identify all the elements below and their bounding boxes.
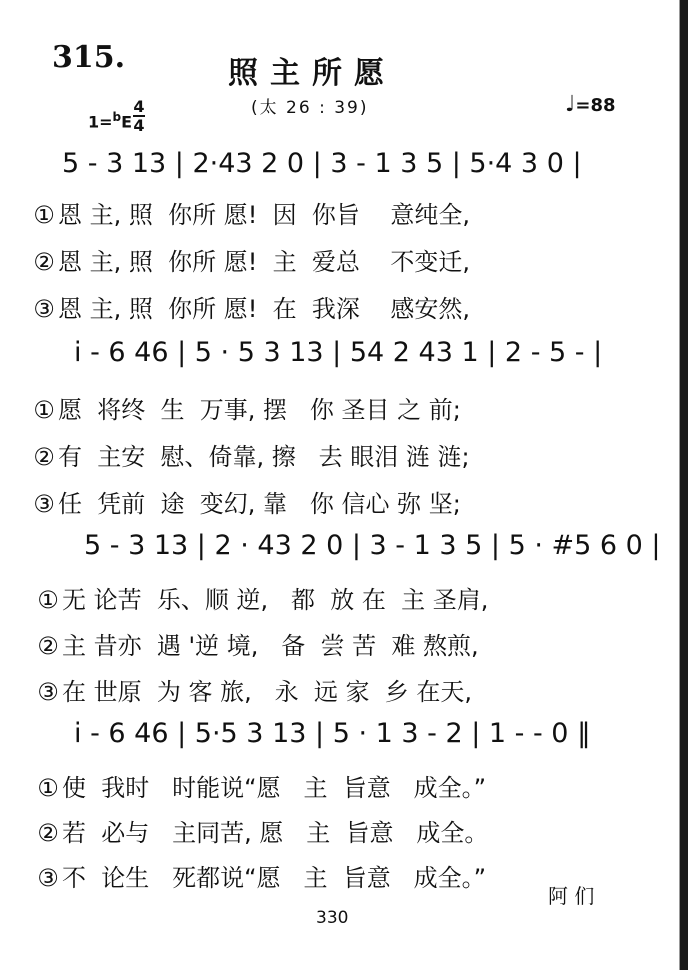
lyric-line: ② 恩 主, 照 你所 愿! 主 爱总 不变迁, — [33, 248, 471, 276]
tempo-marking: ♩=88 — [565, 92, 616, 117]
lyric-line: ① 恩 主, 照 你所 愿! 因 你旨 意纯全, — [33, 201, 471, 229]
notation-line-1: 5 - 3 13 | 2·43 2 0 | 3 - 1 3 5 | 5·4 3 0 | — [62, 148, 582, 179]
hymn-number: 315. — [52, 40, 126, 75]
hymn-title: 照主所愿 — [228, 56, 396, 91]
notation-line-3: 5 - 3 13 | 2 · 43 2 0 | 3 - 1 3 5 | 5 · #5 6 0 | — [84, 530, 661, 561]
lyric-line: ① 无 论苦 乐、顺 逆, 都 放 在 主 圣肩, — [37, 586, 489, 614]
scan-edge — [680, 0, 688, 970]
lyric-line: ② 主 昔亦 遇 '逆 境, 备 尝 苦 难 熬煎, — [37, 632, 479, 660]
lyric-line: ③ 恩 主, 照 你所 愿! 在 我深 感安然, — [33, 295, 471, 323]
scan-edge-line — [679, 0, 680, 970]
notation-line-2: i - 6 46 | 5 · 5 3 13 | 54 2 43 1 | 2 - 5 - | — [74, 337, 603, 368]
time-signature: 4 4 — [133, 97, 145, 135]
lyric-line: ③ 在 世原 为 客 旅, 永 远 家 乡 在天, — [37, 678, 473, 706]
lyric-line: ② 若 必与 主同苦, 愿 主 旨意 成全。 — [37, 819, 489, 847]
amen: 阿 们 — [548, 884, 595, 908]
lyric-line: ③ 不 论生 死都说“愿 主 旨意 成全。” — [37, 864, 487, 892]
key-signature: 1=$^b$E — [88, 110, 133, 132]
page-number: 330 — [316, 908, 349, 928]
lyric-line: ① 愿 将终 生 万事, 摆 你 圣目 之 前; — [33, 396, 461, 424]
scripture-reference: (太 26 : 39) — [251, 98, 369, 118]
lyric-line: ① 使 我时 时能说“愿 主 旨意 成全。” — [37, 774, 487, 802]
lyric-line: ③ 任 凭前 途 变幻, 靠 你 信心 弥 坚; — [33, 490, 461, 518]
notation-line-4: i - 6 46 | 5·5 3 13 | 5 · 1 3 - 2 | 1 - - 0 ‖ — [74, 718, 591, 749]
lyric-line: ② 有 主安 慰、倚靠, 擦 去 眼泪 涟 涟; — [33, 443, 470, 471]
